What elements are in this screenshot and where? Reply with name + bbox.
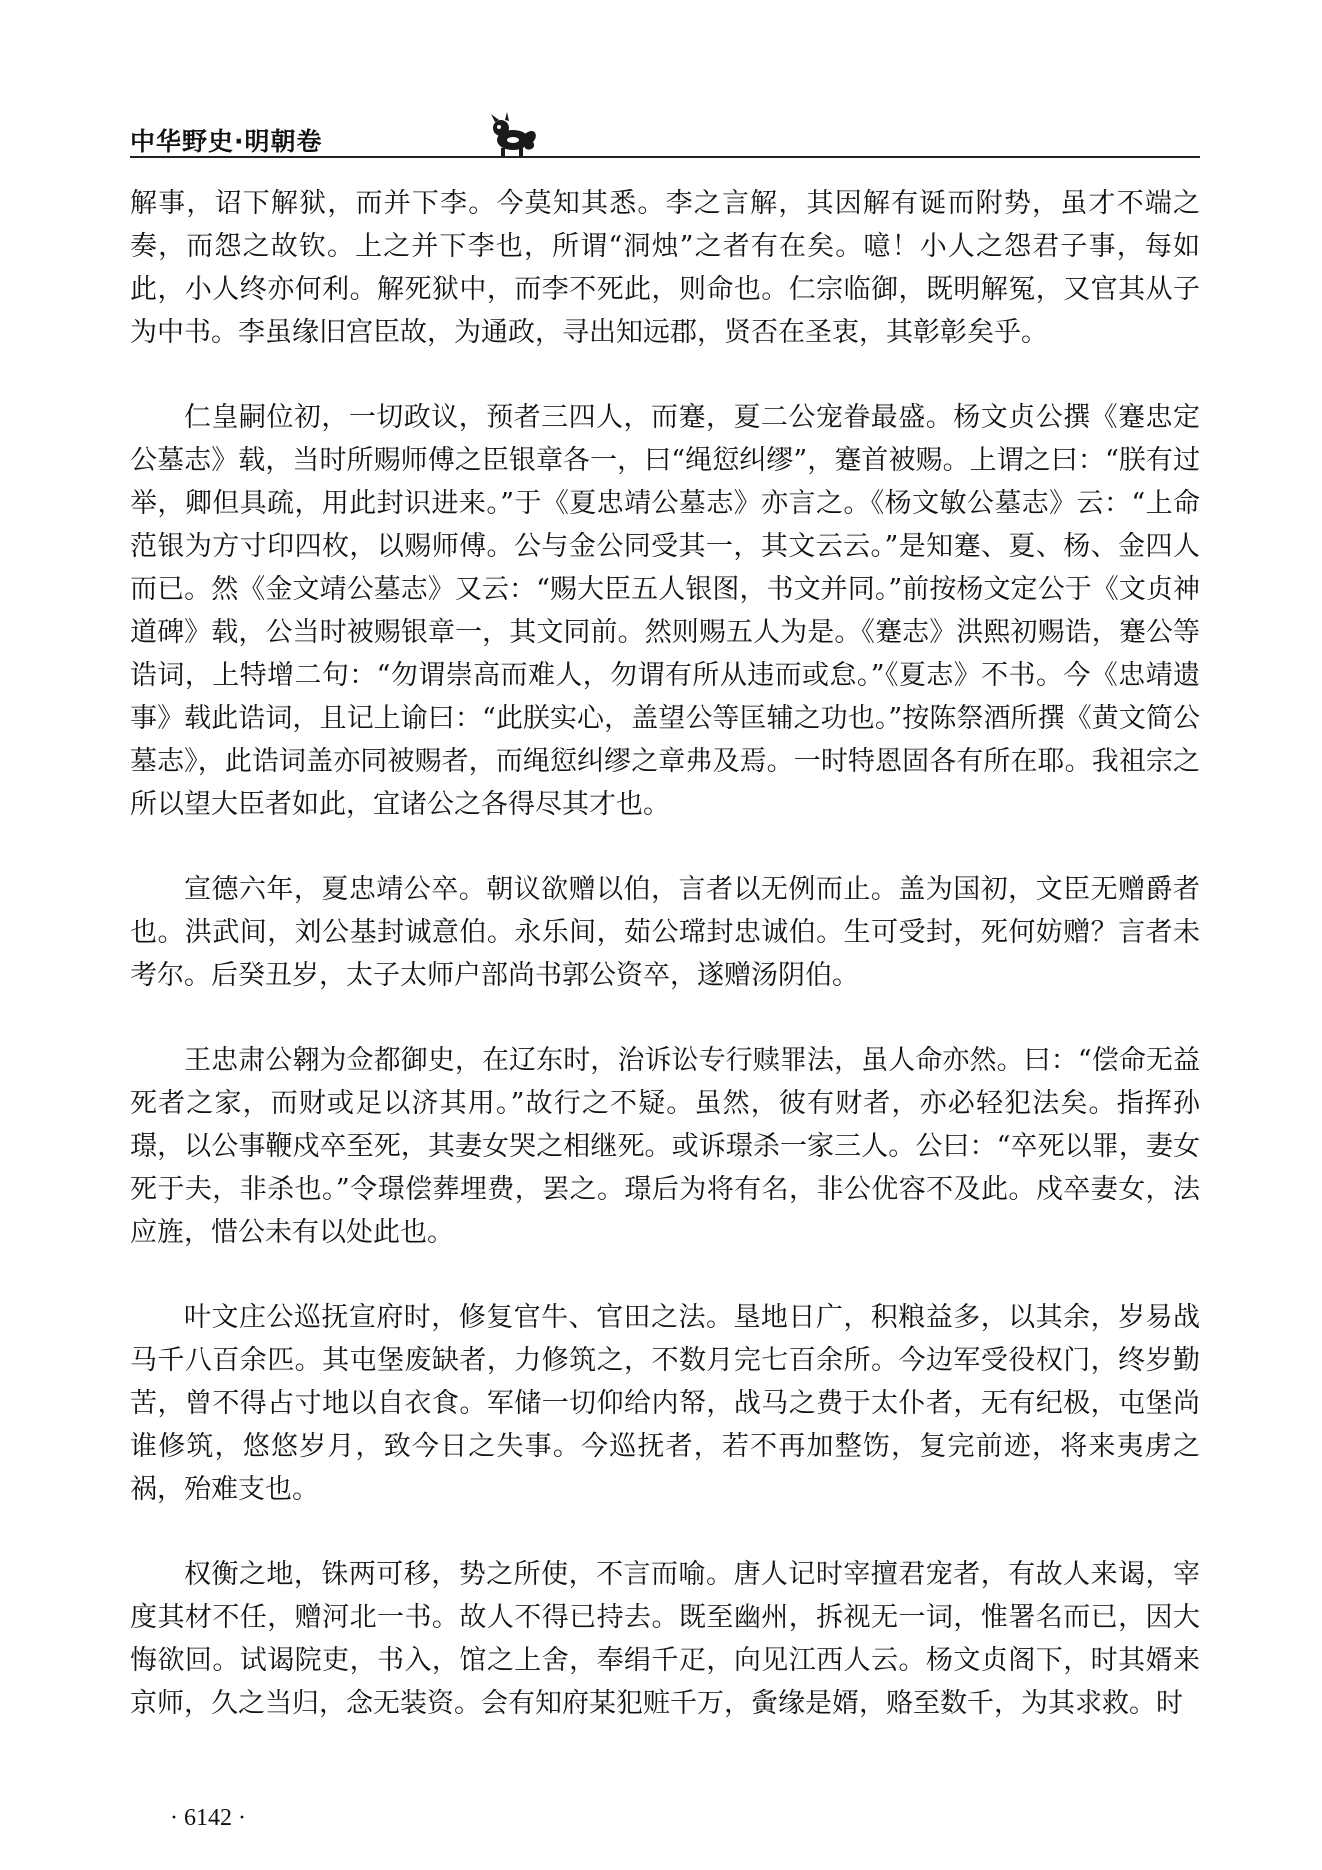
paragraph: 宣德六年，夏忠靖公卒。朝议欲赠以伯，言者以无例而止。盖为国初，文臣无赠爵者也。洪武间，刘公基封诚意伯。永乐间，茹公瑺封忠诚伯。生可受封，死何妨赠？言者未考尔。后癸丑岁，太子太师户部尚书郭公资卒，遂赠汤阴伯。: [130, 874, 1200, 991]
paragraph: 仁皇嗣位初，一切政议，预者三四人，而蹇，夏二公宠眷最盛。杨文贞公撰《蹇忠定公墓志》载，当时所赐师傅之臣银章各一，曰“绳愆纠缪”，蹇首被赐。上谓之曰：“朕有过举，卿但具疏，用此封识进来。”于《夏忠靖公墓志》亦言之。《杨文敏公墓志》云：“上命范银为方寸印四枚，以赐师傅。公与金公同受其一，其文云云。”是知蹇、夏、杨、金四人而已。然《金文靖公墓志》又云：“赐大臣五人银图，书文并同。”前按杨文定公于《文贞神道碑》载，公当时被赐银章一，其文同前。然则赐五人为是。《蹇志》洪熙初赐诰，蹇公等诰词，上特增二句：“勿谓崇高而难人，勿谓有所从违而或怠。”《夏志》不书。今《忠靖遗事》载此诰词，且记上谕曰：“此朕实心，盖望公等匡辅之功也。”按陈祭酒所撰《黄文简公墓志》，此诰词盖亦同被赐者，而绳愆纠缪之章弗及焉。一时特恩固各有所在耶。我祖宗之所以望大臣者如此，宜诸公之各得尽其才也。: [130, 402, 1200, 820]
paragraph: 叶文庄公巡抚宣府时，修复官牛、官田之法。垦地日广，积粮益多，以其余，岁易战马千八百余匹。其屯堡废缺者，力修筑之，不数月完七百余所。今边军受役权门，终岁勤苦，曾不得占寸地以自衣食。军储一切仰给内帑，战马之费于太仆者，无有纪极，屯堡尚谁修筑，悠悠岁月，致今日之失事。今巡抚者，若不再加整饬，复完前迹，将来夷虏之祸，殆难支也。: [130, 1302, 1200, 1505]
header-rule: [130, 156, 1200, 158]
book-title: 中华野史·明朝卷: [130, 127, 323, 156]
page-body: [130, 182, 1200, 1767]
running-header: [130, 112, 1200, 172]
paragraph: 王忠肃公翱为佥都御史，在辽东时，治诉讼专行赎罪法，虽人命亦然。曰：“偿命无益死者之家，而财或足以济其用。”故行之不疑。虽然，彼有财者，亦必轻犯法矣。指挥孙璟，以公事鞭戍卒至死，其妻女哭之相继死。或诉璟杀一家三人。公曰：“卒死以罪，妻女死于夫，非杀也。”令璟偿葬埋费，罢之。璟后为将有名，非公优容不及此。戍卒妻女，法应旌，惜公未有以处此也。: [130, 1045, 1200, 1248]
page-number: · 6142 ·: [170, 1805, 246, 1831]
paragraph: 解事，诏下解狱，而并下李。今莫知其悉。李之言解，其因解有诞而附势，虽才不端之奏，而怨之故钦。上之并下李也，所谓“洞烛”之者有在矣。噫！小人之怨君子事，每如此，小人终亦何利。解死狱中，而李不死此，则命也。仁宗临御，既明解冤，又官其从子为中书。李虽缘旧宫臣故，为通政，寻出知远郡，贤否在圣衷，其彰彰矣乎。: [130, 188, 1200, 348]
paragraph: 权衡之地，铢两可移，势之所使，不言而喻。唐人记时宰擅君宠者，有故人来谒，宰度其材不任，赠河北一书。故人不得已持去。既至幽州，拆视无一词，惟署名而已，因大悔欲回。试谒院吏，书入，馆之上舍，奉绢千疋，向见江西人云。杨文贞阁下，时其婿来京师，久之当归，念无装资。会有知府某犯赃千万，夤缘是婿，赂至数千，为其求救。时: [130, 1559, 1200, 1719]
